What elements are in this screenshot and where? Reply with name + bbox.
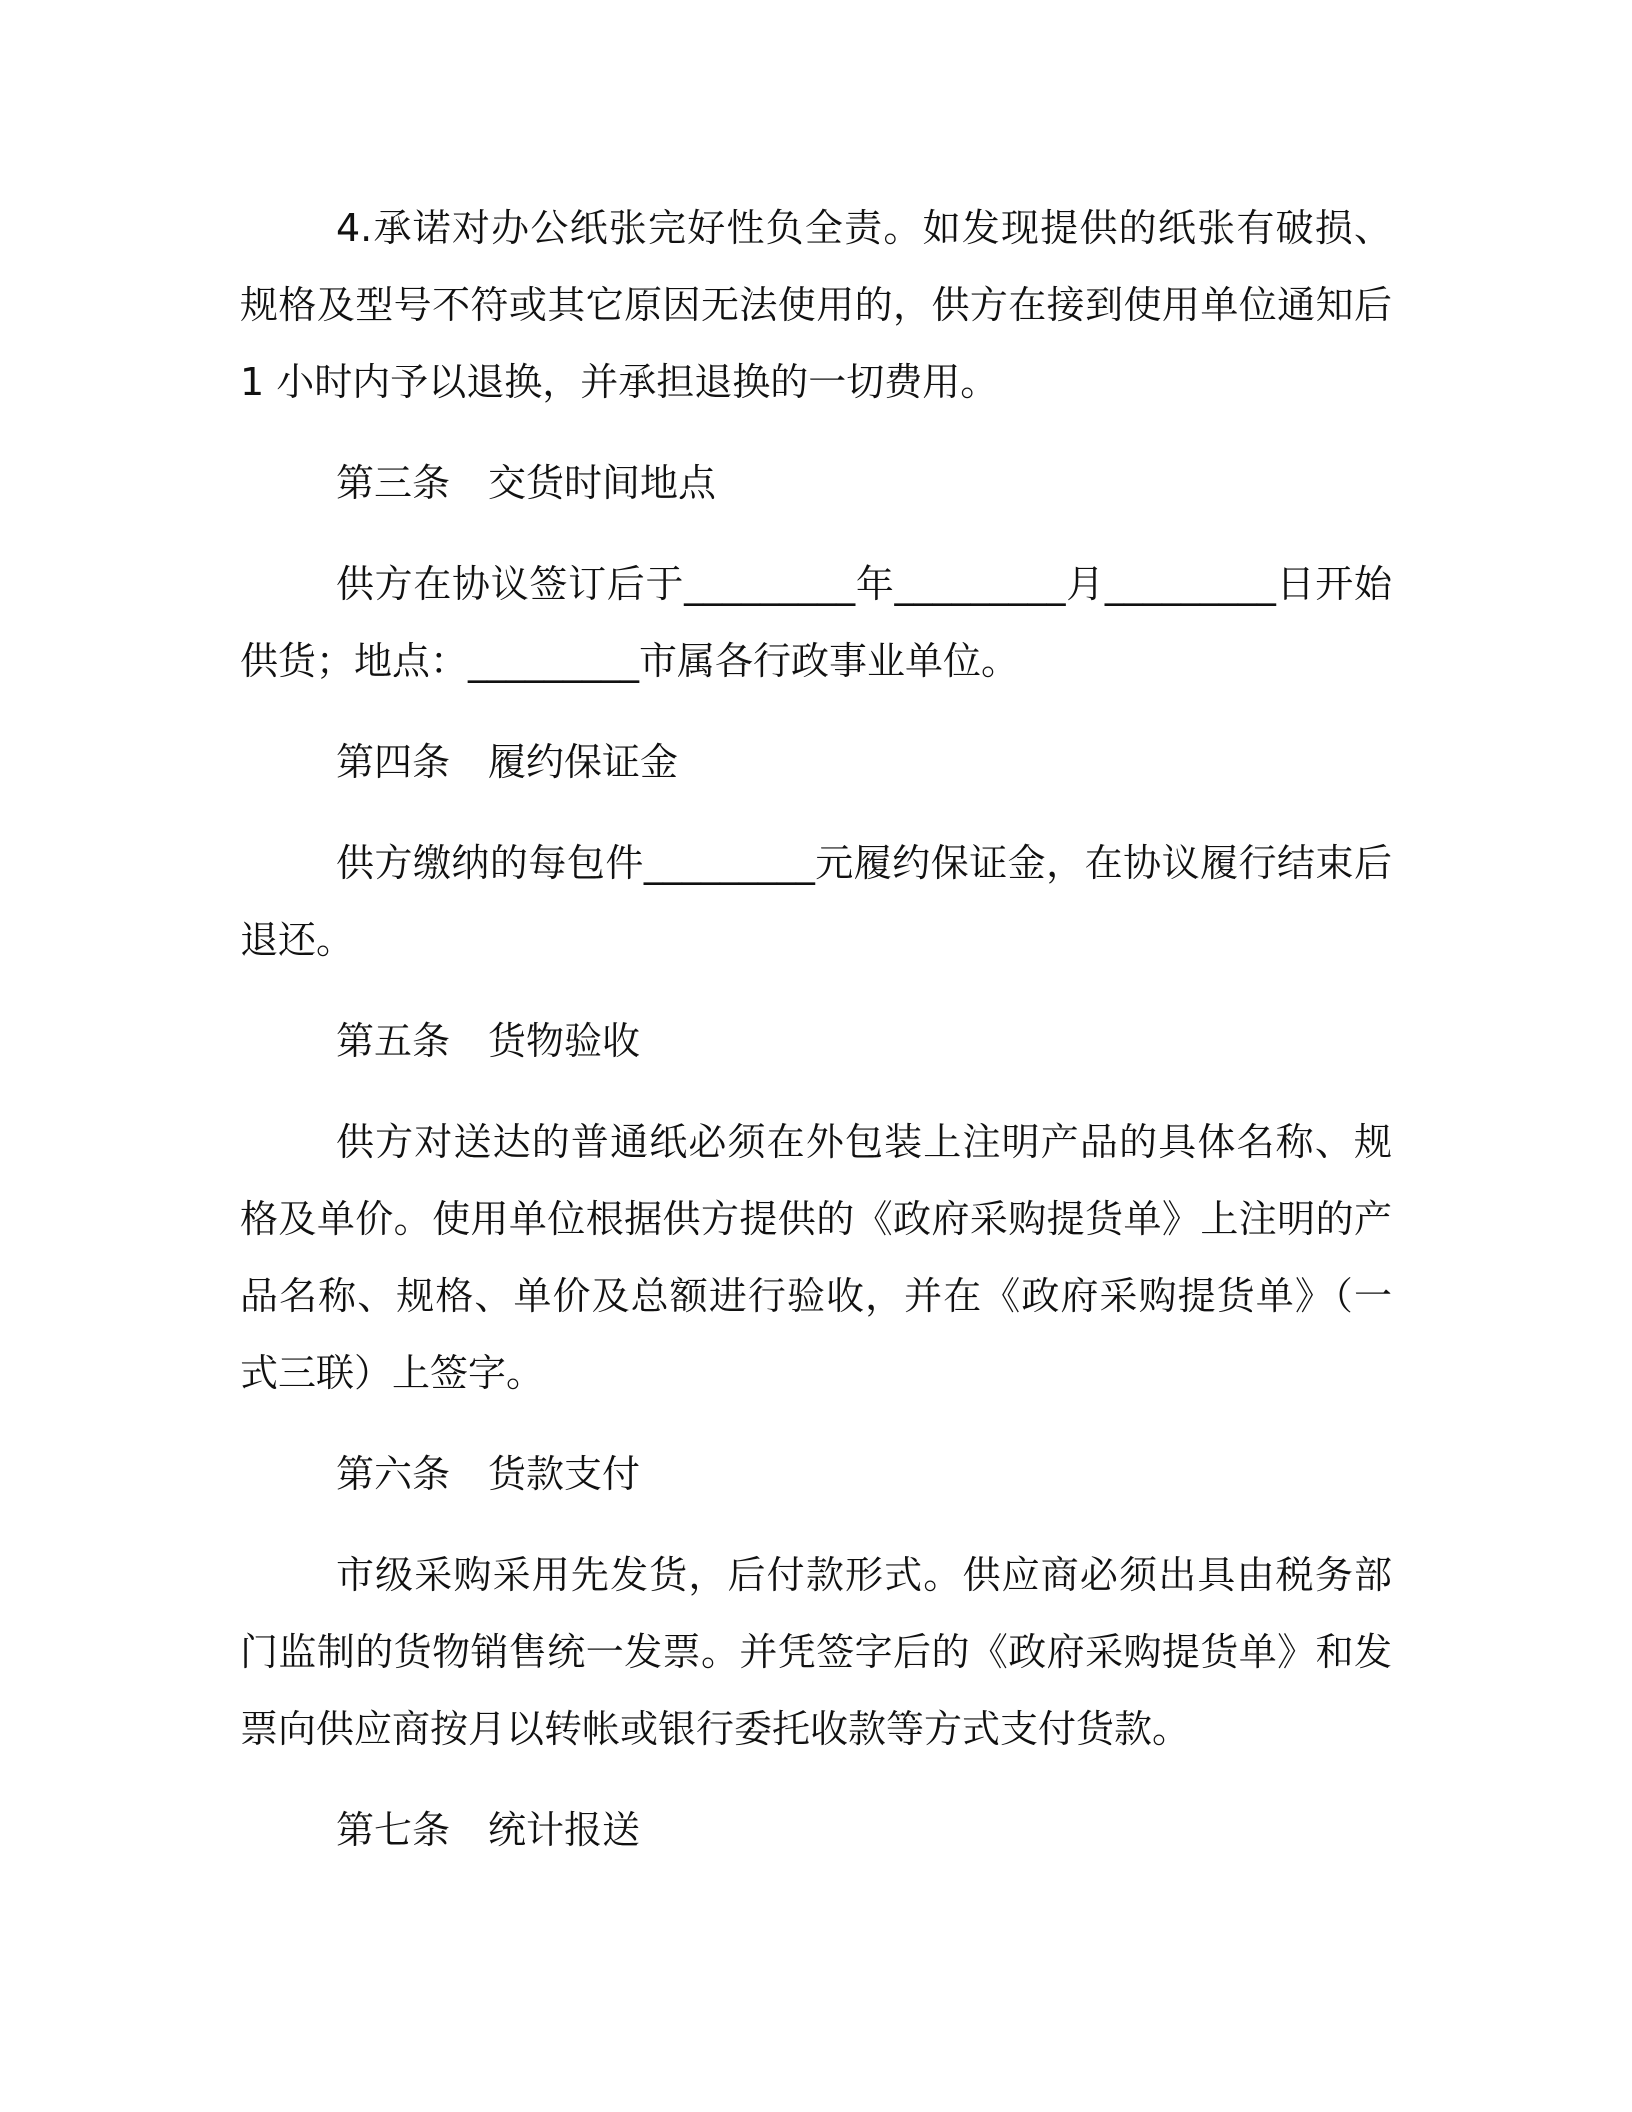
article-6-paragraph: 市级采购采用先发货，后付款形式。供应商必须出具由税务部门监制的货物销售统一发票。并凭签字后的《政府采购提货单》和发票向供应商按月以转帐或银行委托收款等方式支付货款。 xyxy=(240,1553,1392,1751)
clause-paragraph-4: 4.承诺对办公纸张完好性负全责。如发现提供的纸张有破损、规格及型号不符或其它原因无法使用的，供方在接到使用单位通知后 1 小时内予以退换，并承担退换的一切费用。 xyxy=(240,206,1392,404)
article-3-heading: 第三条 交货时间地点 xyxy=(336,461,717,505)
article-3-paragraph: 供方在协议签订后于_________年_________月_________日开始供货；地点：_________市属各行政事业单位。 xyxy=(240,562,1392,683)
article-5-paragraph: 供方对送达的普通纸必须在外包装上注明产品的具体名称、规格及单价。使用单位根据供方提供的《政府采购提货单》上注明的产品名称、规格、单价及总额进行验收，并在《政府采购提货单》（一式三联）上签字。 xyxy=(240,1120,1392,1395)
article-5-heading: 第五条 货物验收 xyxy=(336,1019,641,1063)
article-7-heading: 第七条 统计报送 xyxy=(336,1808,641,1852)
document-page xyxy=(240,190,1392,1893)
article-4-paragraph: 供方缴纳的每包件_________元履约保证金，在协议履行结束后退还。 xyxy=(240,841,1392,962)
article-6-heading: 第六条 货款支付 xyxy=(336,1452,641,1496)
article-4-heading: 第四条 履约保证金 xyxy=(336,740,679,784)
